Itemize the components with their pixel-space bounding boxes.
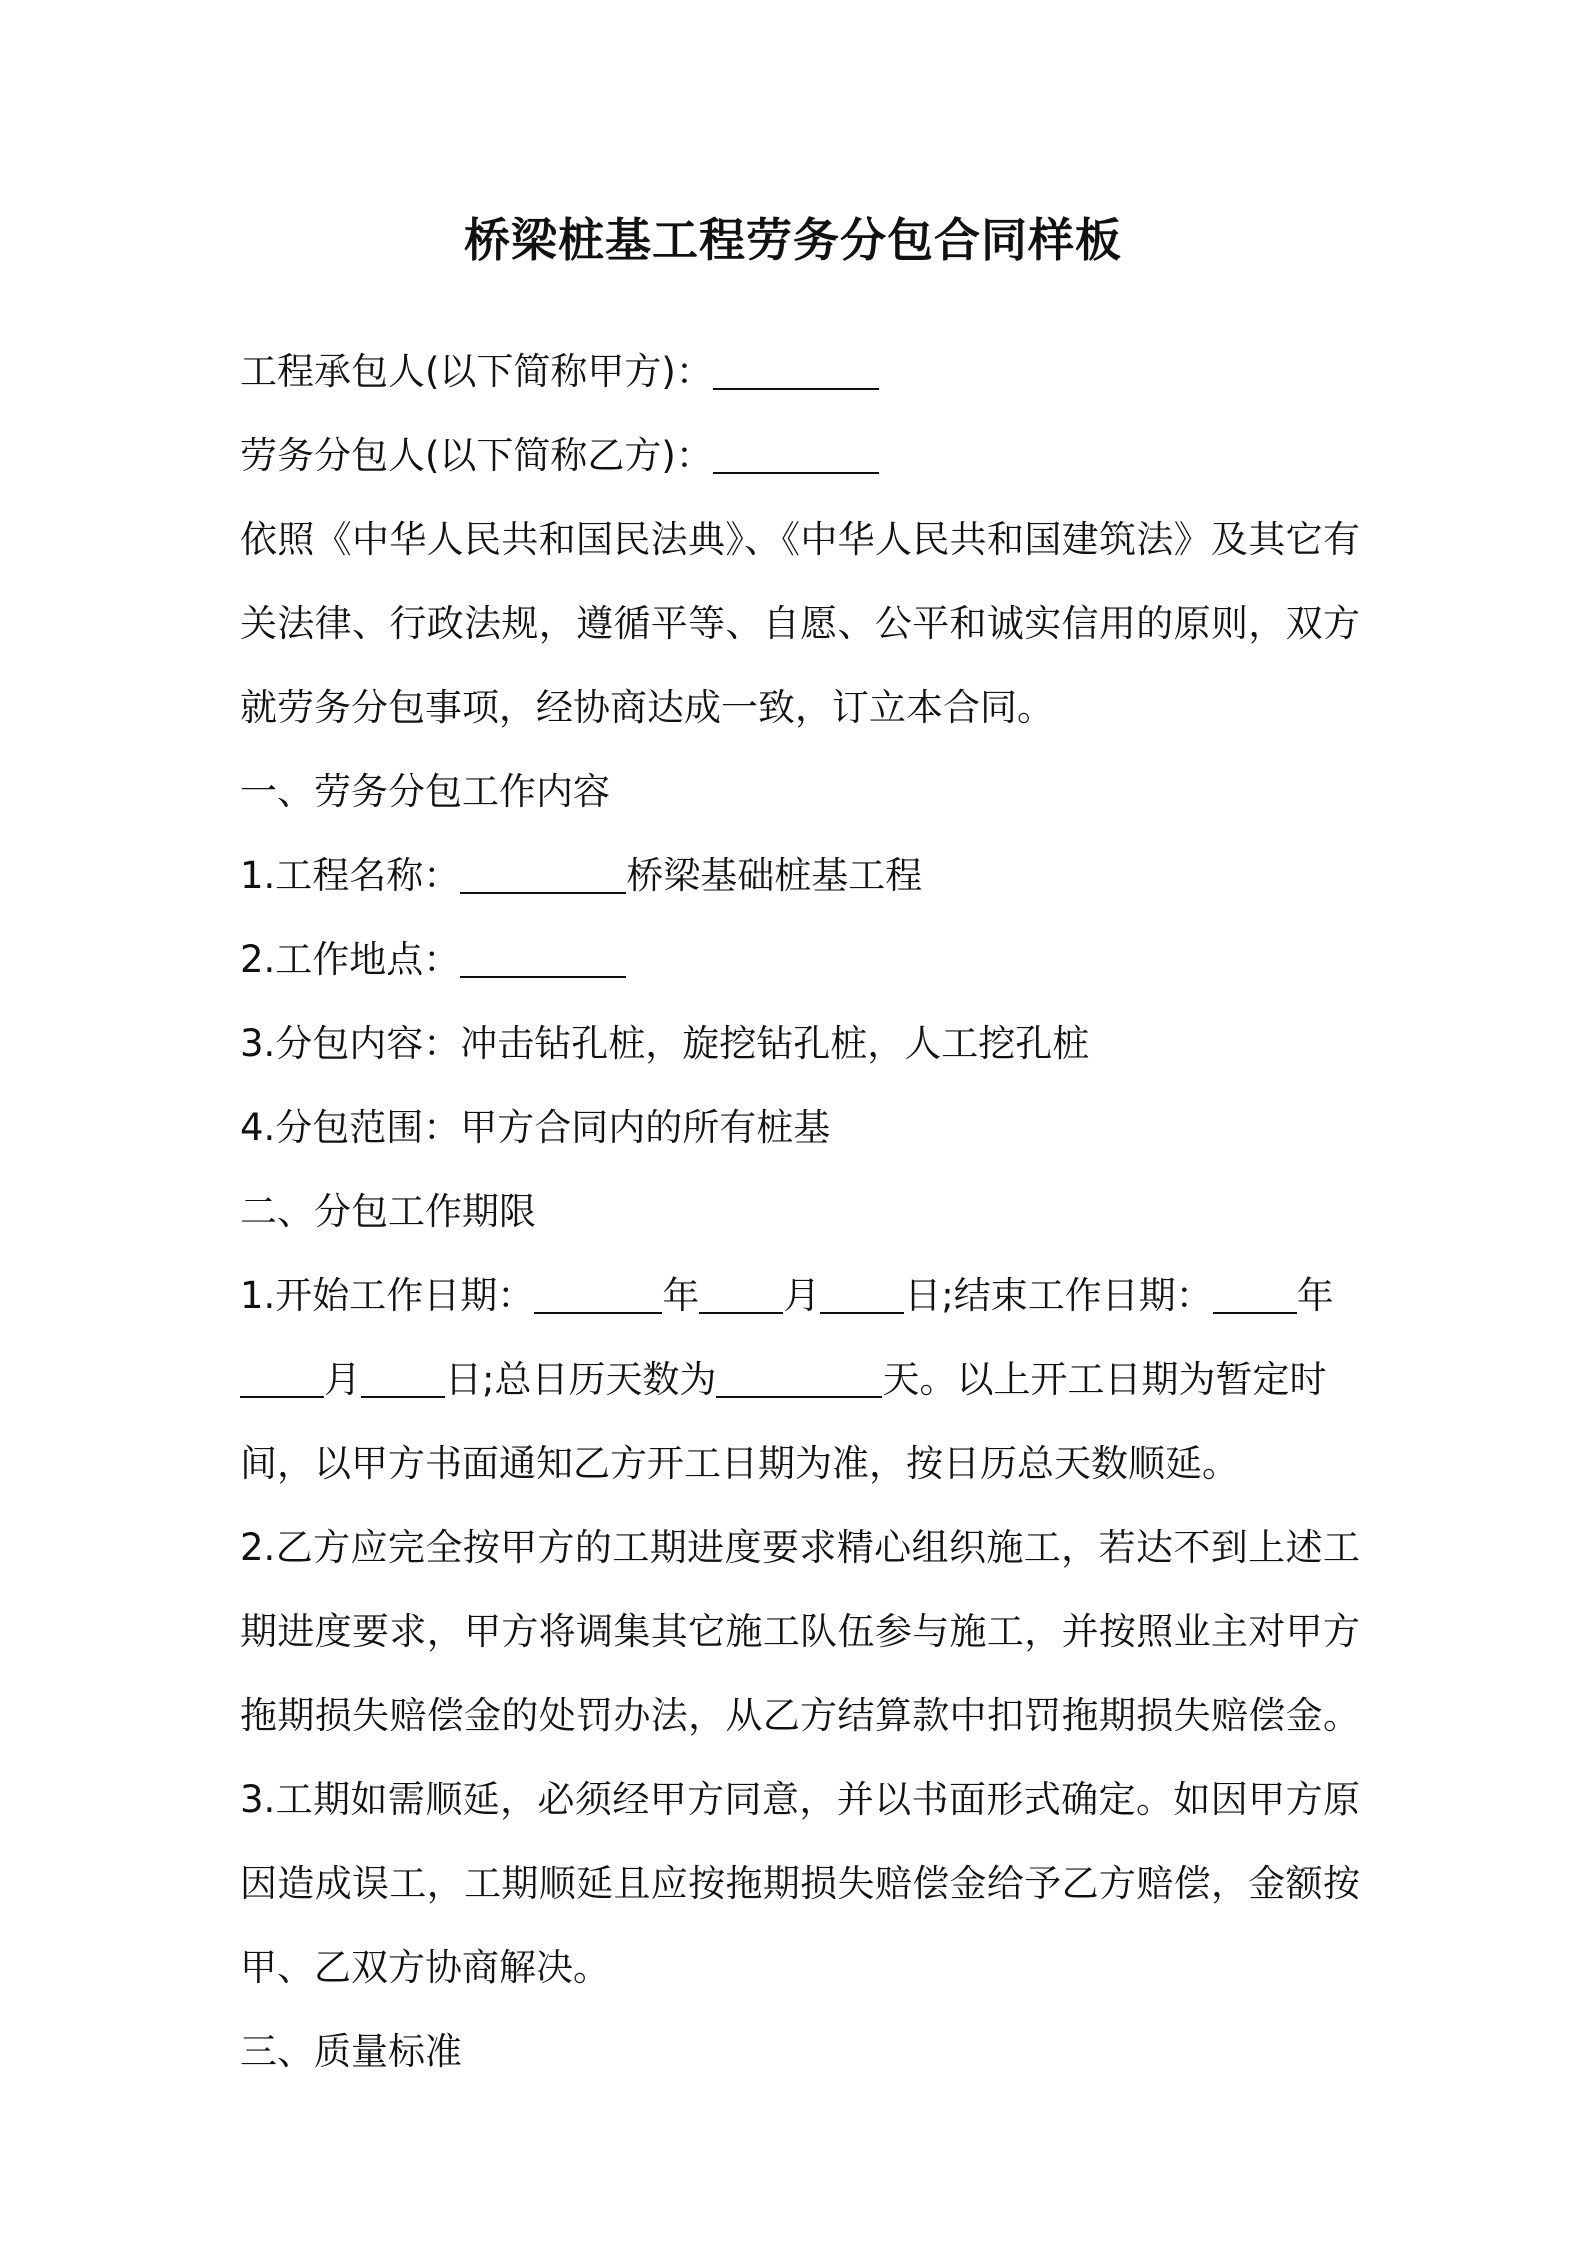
- end-month-blank: [240, 1356, 324, 1398]
- schedule-clause-line-3: 拖期损失赔偿金的处罚办法，从乙方结算款中扣罚拖期损失赔偿金。: [240, 1694, 1360, 1737]
- start-date-label: 1.开始工作日期：: [240, 1274, 535, 1317]
- total-days-label: 日;总日历天数为: [445, 1358, 717, 1401]
- section-2-heading: 二、分包工作期限: [240, 1190, 536, 1233]
- contractor-blank: [713, 348, 879, 390]
- schedule-clause-line-2: 期进度要求，甲方将调集其它施工队伍参与施工，并按照业主对甲方: [240, 1610, 1360, 1653]
- end-date-label: 日;结束工作日期：: [904, 1274, 1213, 1317]
- project-name-line: [240, 834, 1360, 918]
- month-label: 月: [783, 1274, 821, 1317]
- subcontractor-line: [240, 414, 1360, 498]
- section-3-heading: 三、质量标准: [240, 2030, 462, 2073]
- extension-clause-line-3: 甲、乙双方协商解决。: [240, 1946, 610, 1989]
- start-month-blank: [699, 1272, 783, 1314]
- start-year-blank: [534, 1272, 662, 1314]
- end-day-blank: [361, 1356, 445, 1398]
- work-location-line: [240, 918, 1360, 1002]
- extension-clause-line-2: 因造成误工，工期顺延且应按拖期损失赔偿金给予乙方赔偿，金额按: [240, 1862, 1360, 1905]
- year-label: 年: [1296, 1274, 1334, 1317]
- document-body: [240, 330, 1360, 2094]
- year-label: 年: [662, 1274, 700, 1317]
- preamble-line-2: 关法律、行政法规，遵循平等、自愿、公平和诚实信用的原则，双方: [240, 602, 1360, 645]
- work-period-line-3: 间，以甲方书面通知乙方开工日期为准，按日历总天数顺延。: [240, 1442, 1239, 1485]
- subcontract-content-line: 3.分包内容：冲击钻孔桩，旋挖钻孔桩，人工挖孔桩: [240, 1022, 1090, 1065]
- subcontract-scope-line: 4.分包范围：甲方合同内的所有桩基: [240, 1106, 831, 1149]
- section-1-heading: 一、劳务分包工作内容: [240, 770, 610, 813]
- days-tail-text: 天。以上开工日期为暂定时: [882, 1358, 1327, 1401]
- contractor-line: [240, 330, 1360, 414]
- month-label: 月: [324, 1358, 361, 1401]
- contractor-label: 工程承包人(以下简称甲方)：: [240, 350, 713, 393]
- project-name-value: 桥梁基础桩基工程: [626, 854, 923, 897]
- subcontractor-blank: [713, 432, 879, 474]
- work-period-line-2: [240, 1338, 1360, 1422]
- end-year-blank: [1213, 1272, 1297, 1314]
- subcontractor-label: 劳务分包人(以下简称乙方)：: [240, 434, 713, 477]
- schedule-clause-line-1: 2.乙方应完全按甲方的工期进度要求精心组织施工，若达不到上述工: [240, 1526, 1360, 1569]
- preamble-line-1: 依照《中华人民共和国民法典》、《中华人民共和国建筑法》及其它有: [240, 518, 1360, 561]
- extension-clause-line-1: 3.工期如需顺延，必须经甲方同意，并以书面形式确定。如因甲方原: [240, 1778, 1360, 1821]
- start-day-blank: [820, 1272, 904, 1314]
- work-location-blank: [460, 936, 626, 978]
- work-period-line-1: [240, 1254, 1360, 1338]
- project-name-label: 1.工程名称：: [240, 854, 461, 897]
- work-location-label: 2.工作地点：: [240, 938, 461, 981]
- total-days-blank: [716, 1356, 882, 1398]
- preamble-line-3: 就劳务分包事项，经协商达成一致，订立本合同。: [240, 686, 1054, 729]
- document-title: 桥梁桩基工程劳务分包合同样板: [464, 213, 1122, 267]
- project-name-blank: [460, 852, 626, 894]
